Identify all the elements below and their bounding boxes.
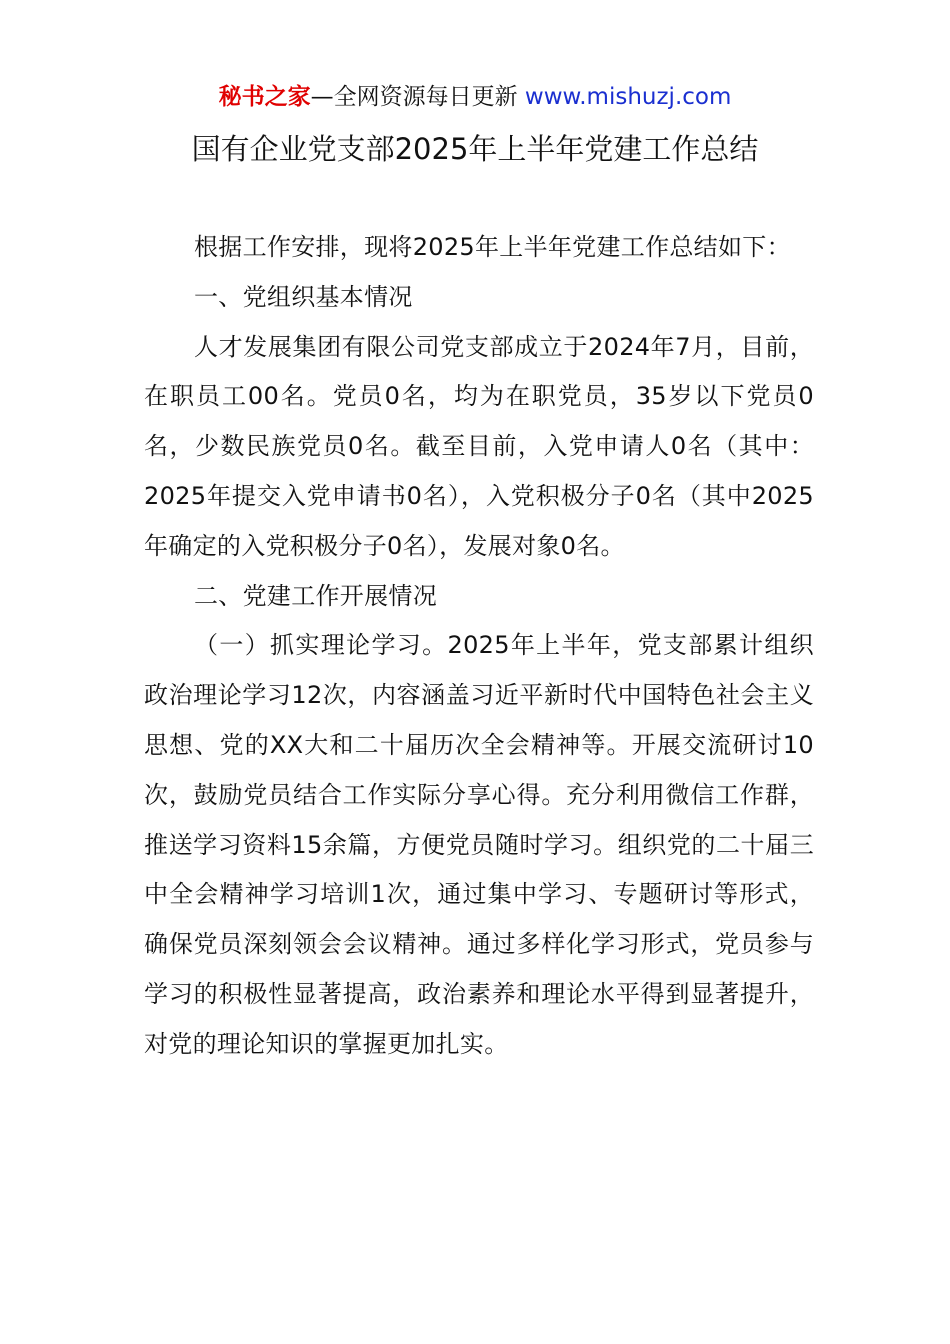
intro-paragraph: 根据工作安排，现将2025年上半年党建工作总结如下： [194, 233, 791, 261]
document-body [144, 223, 814, 1070]
brand-name: 秘书之家 [218, 84, 311, 110]
section-heading-2: 二、党建工作开展情况 [194, 581, 437, 610]
site-url-link[interactable]: www.mishuzj.com [524, 84, 732, 110]
body-paragraph-theory-study: （一）抓实理论学习。2025年上半年，党支部累计组织政治理论学习12次，内容涵盖习近平新时代中国特色社会主义思想、党的XX大和二十届历次全会精神等。开展交流研讨10次，鼓励党员结合工作实际分享心得。充分利用微信工作群，推送学习资料15余篇，方便党员随时学习。组织党的二十届三中全会精神学习培训1次，通过集中学习、专题研讨等形式，确保党员深刻领会会议精神。通过多样化学习形式，党员参与学习的积极性显著提高，政治素养和理论水平得到显著提升，对党的理论知识的掌握更加扎实。 [144, 631, 814, 1058]
banner-tagline: —全网资源每日更新 [310, 84, 518, 110]
body-paragraph-org-overview: 人才发展集团有限公司党支部成立于2024年7月，目前，在职员工00名。党员0名，均为在职党员，35岁以下党员0名，少数民族党员0名。截至目前，入党申请人0名（其中：2025年提交入党申请书0名），入党积极分子0名（其中2025年确定的入党积极分子0名），发展对象0名。 [144, 332, 814, 560]
document-title: 国有企业党支部2025年上半年党建工作总结 [191, 132, 759, 166]
site-banner [0, 80, 950, 114]
section-heading-1: 一、党组织基本情况 [194, 282, 413, 311]
